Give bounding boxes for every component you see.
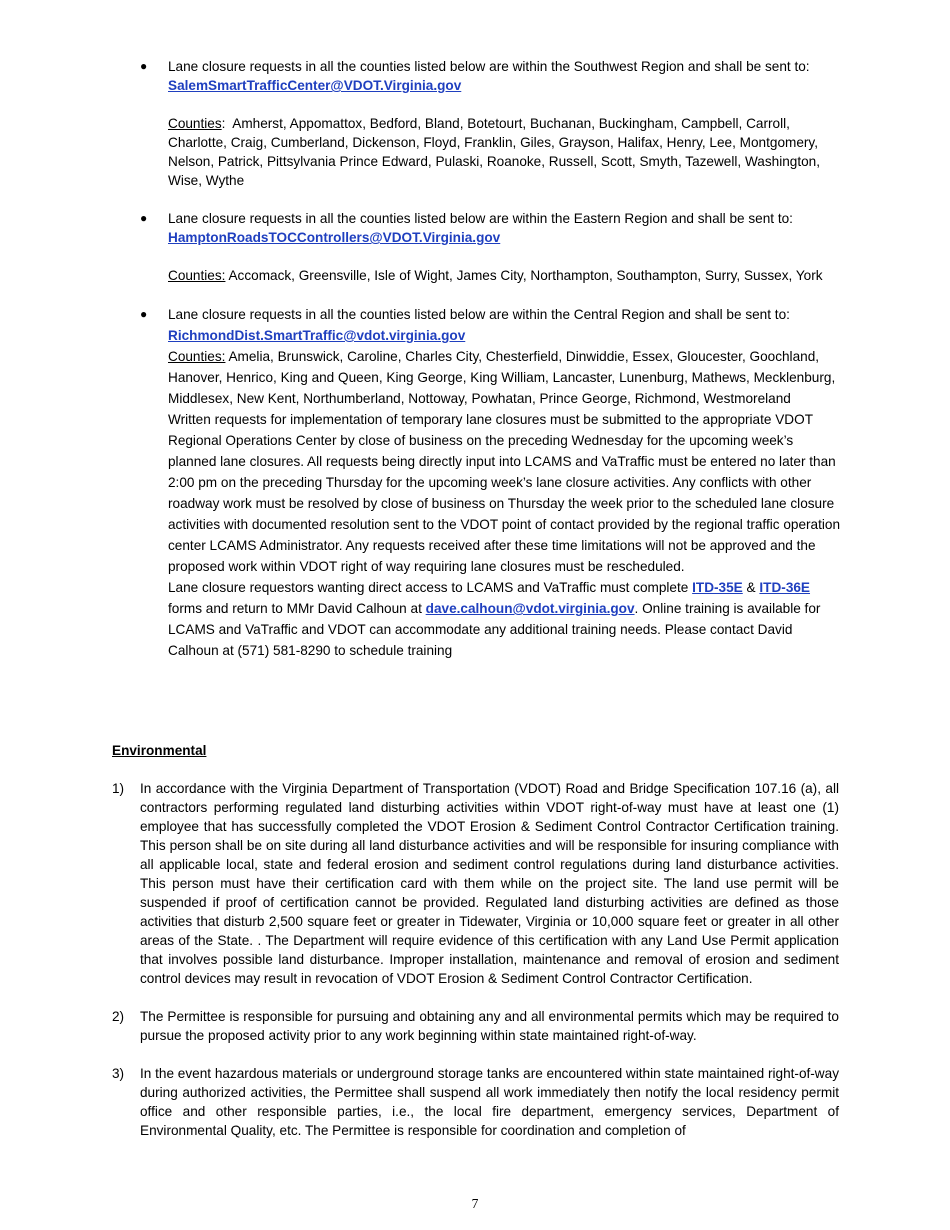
bullet-eastern-region [140, 209, 840, 285]
written-requests-paragraph: Written requests for implementation of temporary lane closures must be submitted to the appropriate VDOT Regional Operations Center by close of business on the preceding Wednesday for the upcoming week’s planned lane closures. All requests being directly input into LCAMS and VaTraffic must be entered no later than 2:00 pm on the preceding Thursday for the upcoming week’s lane closure activities. Any conflicts with other roadway work must be resolved by close of business on Thursday the week prior to the scheduled lane closure activities with documented resolution sent to the VDOT point of contact provided by the regional traffic operation center LCAMS Administrator. Any requests received after these time limitations will not be approved and the proposed work within VDOT right of way requiring lane closures must be rescheduled. [168, 412, 841, 574]
central-email-link[interactable]: RichmondDist.SmartTraffic@vdot.virginia.gov [168, 328, 466, 343]
contact-email-link[interactable]: dave.calhoun@vdot.virginia.gov [425, 601, 635, 616]
central-intro: Lane closure requests in all the counties listed below are within the Central Region and shall be sent to: RichmondDist.SmartTraffic@vdot.virginia.gov [168, 307, 790, 343]
eastern-intro: Lane closure requests in all the counties listed below are within the Eastern Region and shall be sent to: HamptonRoadsTOCControllers@VDOT.Virginia.gov [168, 211, 793, 245]
bullet-southwest-region [140, 57, 840, 190]
southwest-email-link[interactable]: SalemSmartTrafficCenter@VDOT.Virginia.gov [168, 78, 462, 93]
itd-36e-link[interactable]: ITD-36E [759, 580, 811, 595]
page-number: 7 [471, 1196, 479, 1211]
item-number: 2) [112, 1009, 125, 1024]
central-counties: Counties: Amelia, Brunswick, Caroline, Charles City, Chesterfield, Dinwiddie, Essex, Gloucester, Goochland, Hanover, Henrico, King and Queen, King George, King William, Lancaster, Lunenburg, Mathews, Mecklenburg, Middlesex, New Kent, Northumberland, Nottoway, Powhatan, Prince George, Richmond, Westmoreland [168, 349, 836, 406]
lane-closure-bullets [140, 57, 840, 661]
counties-label: Counties [168, 116, 222, 131]
environmental-item [112, 779, 839, 988]
bullet-icon: ● [140, 211, 148, 225]
bullet-icon: ● [140, 307, 148, 321]
southwest-intro: Lane closure requests in all the counties listed below are within the Southwest Region and shall be sent to: SalemSmartTrafficCenter@VDOT.Virginia.gov [168, 59, 810, 93]
item-text: In accordance with the Virginia Department of Transportation (VDOT) Road and Bridge Specification 107.16 (a), all contractors performing regulated land disturbing activities within VDOT right-of-way must have at least one (1) employee that has successfully completed the VDOT Erosion & Sediment Control Contractor Certification training. This person shall be on site during all land disturbance activities and will be responsible for insuring compliance with all applicable local, state and federal erosion and sediment control regulations during land disturbance activities. This person must have their certification card with them while on the project site. The land use permit will be suspended if proof of certification cannot be provided. Regulated land disturbing activities are defined as those activities that disturb 2,500 square feet or greater in Tidewater, Virginia or 10,000 square feet or greater in all other areas of the State. . The Department will require evidence of this certification with any Land Use Permit application that involves possible land disturbance. Improper installation, maintenance and removal of erosion and sediment control devices may result in revocation of VDOT Erosion & Sediment Control Contractor Certification. [140, 781, 839, 986]
item-number: 3) [112, 1066, 125, 1081]
eastern-counties: Counties: Accomack, Greensville, Isle of Wight, James City, Northampton, Southampton, Surry, Sussex, York [168, 268, 823, 283]
environmental-heading: Environmental [112, 743, 207, 758]
environmental-section [112, 741, 839, 1159]
bullet-central-region [140, 304, 840, 661]
itd-35e-link[interactable]: ITD-35E [692, 580, 743, 595]
bullet-icon: ● [140, 59, 148, 73]
southwest-counties: Counties: Amherst, Appomattox, Bedford, Bland, Botetourt, Buchanan, Buckingham, Campbell, Carroll, Charlotte, Craig, Cumberland, Dickenson, Floyd, Franklin, Giles, Grayson, Halifax, Henry, Lee, Montgomery, Nelson, Patrick, Pittsylvania Prince Edward, Pulaski, Roanoke, Russell, Scott, Smyth, Tazewell, Washington, Wise, Wythe [168, 116, 821, 188]
lcams-access-paragraph: Lane closure requestors wanting direct access to LCAMS and VaTraffic must complete ITD-35E & ITD-36E forms and return to MMr David Calhoun at dave.calhoun@vdot.virginia.gov. Online training is available for LCAMS and VaTraffic and VDOT can accommodate any additional training needs. Please contact David Calhoun at (571) 581-8290 to schedule training [168, 580, 821, 658]
counties-label: Counties: [168, 268, 226, 283]
counties-label: Counties: [168, 349, 226, 364]
environmental-item [112, 1007, 839, 1045]
environmental-item [112, 1064, 839, 1140]
item-text: The Permittee is responsible for pursuing and obtaining any and all environmental permits which may be required to pursue the proposed activity prior to any work beginning within state maintained right-of-way. [140, 1009, 839, 1043]
item-text: In the event hazardous materials or underground storage tanks are encountered within state maintained right-of-way during authorized activities, the Permittee shall suspend all work immediately then notify the local residency permit office and other responsible parties, i.e., the local fire department, emergency services, Department of Environmental Quality, etc. The Permittee is responsible for coordination and completion of [140, 1066, 839, 1138]
item-number: 1) [112, 781, 125, 796]
eastern-email-link[interactable]: HamptonRoadsTOCControllers@VDOT.Virginia.gov [168, 230, 501, 245]
